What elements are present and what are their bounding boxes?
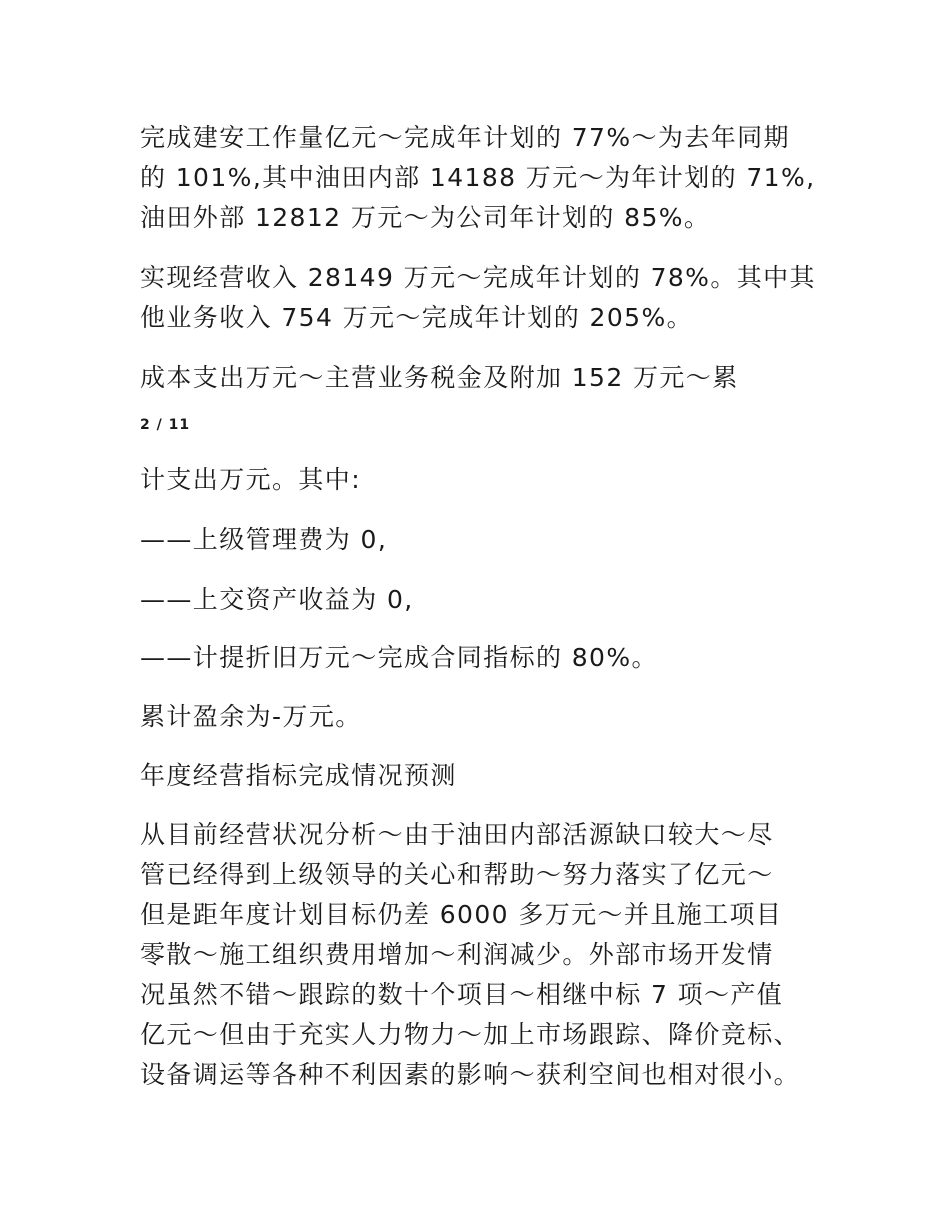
text-line: 累计盈余为-万元。 (140, 702, 362, 731)
text-line: 完成建安工作量亿元～完成年计划的 77%～为去年同期 (140, 123, 790, 152)
text-line: ——计提折旧万元～完成合同指标的 80%。 (140, 643, 658, 672)
paragraph-forecast-analysis (140, 815, 820, 1095)
text-line: 亿元～但由于充实人力物力～加上市场跟踪、降价竞标、 (140, 1020, 801, 1049)
paragraph-operating-revenue (140, 258, 820, 338)
paragraph-asset-income (140, 580, 820, 620)
text-line: 管已经得到上级领导的关心和帮助～努力落实了亿元～ (140, 860, 774, 889)
text-line: 从目前经营状况分析～由于油田内部活源缺口较大～尽 (140, 820, 774, 849)
paragraph-cost-expenditure (140, 358, 820, 398)
text-line: 况虽然不错～跟踪的数十个项目～相继中标 7 项～产值 (140, 980, 784, 1009)
paragraph-cumulative-surplus (140, 697, 820, 737)
text-line: 的 101%,其中油田内部 14188 万元～为年计划的 71%, (140, 163, 816, 192)
text-line: 年度经营指标完成情况预测 (140, 761, 457, 790)
paragraph-cumulative-expenditure (140, 460, 820, 500)
text-line: 成本支出万元～主营业务税金及附加 152 万元～累 (140, 363, 739, 392)
text-line: 他业务收入 754 万元～完成年计划的 205%。 (140, 303, 694, 332)
text-line: 设备调运等各种不利因素的影响～获利空间也相对很小。 (140, 1060, 801, 1089)
text-line: 油田外部 12812 万元～为公司年计划的 85%。 (140, 203, 711, 232)
paragraph-construction-workload (140, 118, 820, 238)
text-line: ——上交资产收益为 0, (140, 585, 414, 614)
text-line: 实现经营收入 28149 万元～完成年计划的 78%。其中其 (140, 263, 816, 292)
page-number: 2 / 11 (140, 417, 191, 433)
text-line: 但是距年度计划目标仍差 6000 多万元～并且施工项目 (140, 900, 783, 929)
text-line: ——上级管理费为 0, (140, 525, 388, 554)
paragraph-depreciation (140, 638, 820, 678)
text-line: 零散～施工组织费用增加～利润减少。外部市场开发情 (140, 940, 774, 969)
text-line: 计支出万元。其中: (140, 465, 362, 494)
paragraph-management-fee (140, 520, 820, 560)
section-heading-forecast (140, 756, 820, 796)
